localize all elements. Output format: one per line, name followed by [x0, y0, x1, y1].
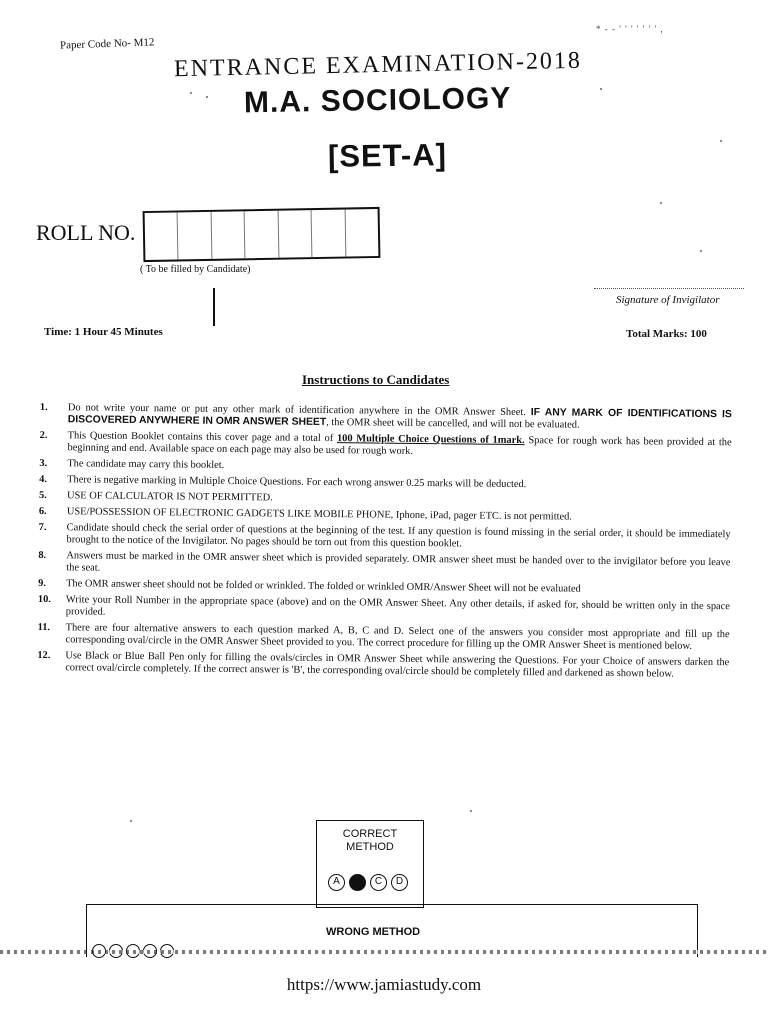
subject-title: M.A. SOCIOLOGY — [243, 81, 512, 120]
total-marks: Total Marks: 100 — [626, 328, 707, 340]
scan-speck — [660, 202, 662, 204]
roll-number-cell — [312, 210, 346, 258]
signature-line — [594, 288, 744, 289]
roll-number-cell — [345, 209, 378, 257]
roll-number-cell — [245, 211, 279, 259]
instruction-item: 9. The OMR answer sheet should not be folded or wrinkled. The folded or wrinkled OMR/Answer Sheet will not be evaluated — [38, 577, 581, 595]
footer-url: https://www.jamiastudy.com — [286, 975, 482, 994]
roll-number-label: ROLL NO. — [36, 220, 136, 245]
instructions-heading: Instructions to Candidates — [302, 372, 450, 387]
roll-number-box — [143, 207, 381, 262]
scan-edge — [0, 950, 768, 954]
scan-speck — [470, 810, 472, 812]
correct-method-options — [328, 874, 408, 891]
instruction-item: 10. Write your Roll Number in the appropriate space (above) and on the OMR Answer Sheet. Any other details, if asked for, should be written only in the space provided. — [37, 593, 730, 618]
signature-label: Signature of Invigilator — [616, 294, 720, 306]
paper-code: Paper Code No- M12 — [59, 36, 155, 52]
option-a-circle: A — [328, 874, 345, 891]
time-allowed: Time: 1 Hour 45 Minutes — [44, 326, 163, 338]
instruction-item: 3. The candidate may carry this booklet. — [39, 457, 225, 471]
corner-mark: * - - ' ' ' ' ' ' ' , — [596, 24, 664, 34]
option-d-circle: D — [391, 874, 408, 891]
instruction-item: 4. There is negative marking in Multiple Choice Questions. For each wrong answer 0.25 marks will be deducted. — [39, 473, 527, 491]
instructions-list — [37, 402, 732, 685]
exam-title: ENTRANCE EXAMINATION-2018 — [173, 47, 583, 83]
instruction-item: 2. This Question Booklet contains this cover page and a total of 100 Multiple Choice Questions of 1mark. Space for rough work has been provided at the beginning and end. Available space on each page may also be used for rough work. — [39, 429, 732, 457]
option-b-filled-circle: B — [349, 874, 366, 891]
option-c-circle: C — [370, 874, 387, 891]
instruction-item: 1. Do not write your name or put any other mark of identification anywhere in the OMR Answer Sheet. IF ANY MARK OF IDENTIFICATIONS IS DISCOVERED ANYWHERE IN OMR ANSWER SHEET, the OMR sheet will be cancelled, and will not be evaluated. — [39, 402, 732, 431]
roll-number-note: ( To be filled by Candidate) — [140, 264, 251, 275]
roll-number-cell — [278, 210, 312, 258]
scan-speck — [206, 96, 208, 98]
instruction-item: 12. Use Black or Blue Ball Pen only for filling the ovals/circles in OMR Answer Sheet while answering the Questions. For your Choice of answers darken the correct oval/circle completely. If the correct answer is 'B', the corresponding oval/circle should be completely filled and darkened as shown below. — [37, 649, 730, 680]
wrong-method-title: WRONG METHOD — [326, 926, 421, 938]
instruction-item: 8. Answers must be marked in the OMR answer sheet which is provided separately. OMR answer sheet must be handed over to the invigilator before you leave the seat. — [38, 549, 731, 574]
instruction-item: 11. There are four alternative answers to each question marked A, B, C and D. Select one of the answers you consider most appropriate and fill up the corresponding oval/circle in the OMR Answer Sheet provided to you. The correct procedure for filling up the OMR Answer Sheet is mentioned below. — [37, 621, 730, 652]
roll-number-cell — [211, 211, 245, 259]
instruction-item: 5. USE OF CALCULATOR IS NOT PERMITTED. — [38, 489, 273, 504]
correct-method-title: CORRECT METHOD — [342, 828, 398, 853]
instruction-item: 7. Candidate should check the serial order of questions at the beginning of the test. If any question is found missing in the serial order, it should be immediately brought to the notice of the Invigilator. No pages should be torn out from this question booklet. — [38, 521, 731, 550]
scan-speck — [700, 250, 702, 252]
roll-number-cell — [145, 212, 179, 260]
scan-speck — [190, 92, 192, 94]
roll-number-cell — [178, 212, 212, 260]
scan-speck — [720, 140, 722, 142]
tick-mark — [213, 288, 215, 326]
scan-speck — [130, 820, 132, 822]
instruction-item: 6. USE/POSSESSION OF ELECTRONIC GADGETS LIKE MOBILE PHONE, Iphone, iPad, pager ETC. is not permitted. — [38, 505, 572, 523]
scan-speck — [600, 88, 602, 90]
set-label: [SET-A] — [327, 137, 448, 174]
